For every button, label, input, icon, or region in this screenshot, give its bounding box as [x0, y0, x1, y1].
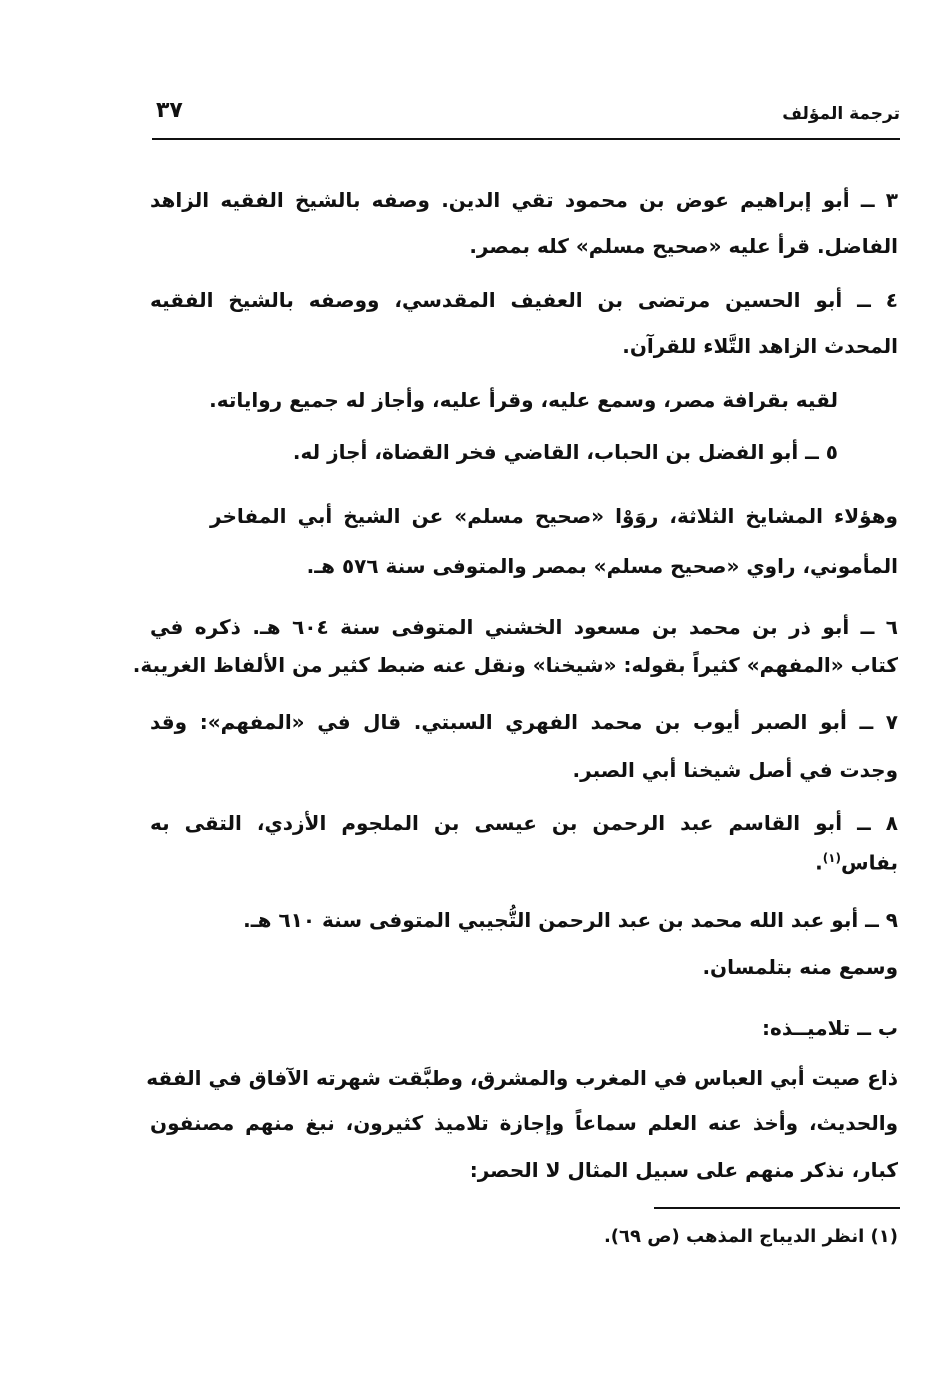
text-line: بفاس$^{(١)}$. — [815, 850, 898, 875]
text-line: وسمع منه بتلمسان. — [702, 955, 898, 979]
text-line: كبار، نذكر منهم على سبيل المثال لا الحصر: — [469, 1158, 898, 1182]
text-line: لقيه بقرافة مصر، وسمع عليه، وقرأ عليه، وأجاز له جميع رواياته. — [209, 388, 838, 412]
footnote: (١) انظر الديباج المذهب (ص ٦٩). — [603, 1226, 898, 1247]
text-line: والحديث، وأخذ عنه العلم سماعاً وإجازة تلاميذ كثيرون، نبغ منهم مصنفون — [150, 1111, 898, 1135]
text-line: وهؤلاء المشايخ الثلاثة، روَوْا «صحيح مسلم» عن الشيخ أبي المفاخر — [210, 504, 898, 528]
text-line: المحدث الزاهد التَّلاء للقرآن. — [622, 334, 898, 358]
section-heading: ب ــ تلاميــذه: — [762, 1016, 898, 1040]
text-line: ٤ ــ أبو الحسين مرتضى بن العفيف المقدسي، ووصفه بالشيخ الفقيه — [150, 288, 898, 312]
text-line: ٦ ــ أبو ذر بن محمد بن مسعود الخشني المتوفى سنة ٦٠٤ هـ. ذكره في — [150, 615, 898, 639]
text-line: ٥ ــ أبو الفضل بن الحباب، القاضي فخر القضاة، أجاز له. — [292, 440, 838, 464]
text-line: ٨ ــ أبو القاسم عبد الرحمن بن عيسى بن الملجوم الأزدي، التقى به — [150, 811, 898, 835]
text-line: ٧ ــ أبو الصبر أيوب بن محمد الفهري السبتي. قال في «المفهم»: وقد — [150, 710, 898, 734]
text-line: ذاع صيت أبي العباس في المغرب والمشرق، وطبَّقت شهرته الآفاق في الفقه — [146, 1066, 898, 1090]
header-rule — [152, 138, 900, 140]
text-line: المأموني، راوي «صحيح مسلم» بمصر والمتوفى سنة ٥٧٦ هـ. — [306, 554, 898, 578]
text-line: وجدت في أصل شيخنا أبي الصبر. — [572, 758, 898, 782]
text-line: كتاب «المفهم» كثيراً بقوله: «شيخنا» ونقل عنه ضبط كثير من الألفاظ الغريبة. — [132, 653, 898, 677]
text-line: الفاضل. قرأ عليه «صحيح مسلم» كله بمصر. — [469, 234, 898, 258]
running-header — [152, 98, 900, 134]
text-fragment: بفاس — [840, 850, 898, 875]
footnote-reference: (١) — [822, 851, 841, 865]
page-number: ٣٧ — [156, 98, 183, 123]
footnote-separator — [654, 1207, 900, 1209]
text-line: ٩ ــ أبو عبد الله محمد بن عبد الرحمن التُّجيبي المتوفى سنة ٦١٠ هـ. — [243, 908, 898, 932]
text-line: ٣ ــ أبو إبراهيم عوض بن محمود تقي الدين. وصفه بالشيخ الفقيه الزاهد — [150, 188, 898, 212]
header-title: ترجمة المؤلف — [782, 104, 900, 124]
